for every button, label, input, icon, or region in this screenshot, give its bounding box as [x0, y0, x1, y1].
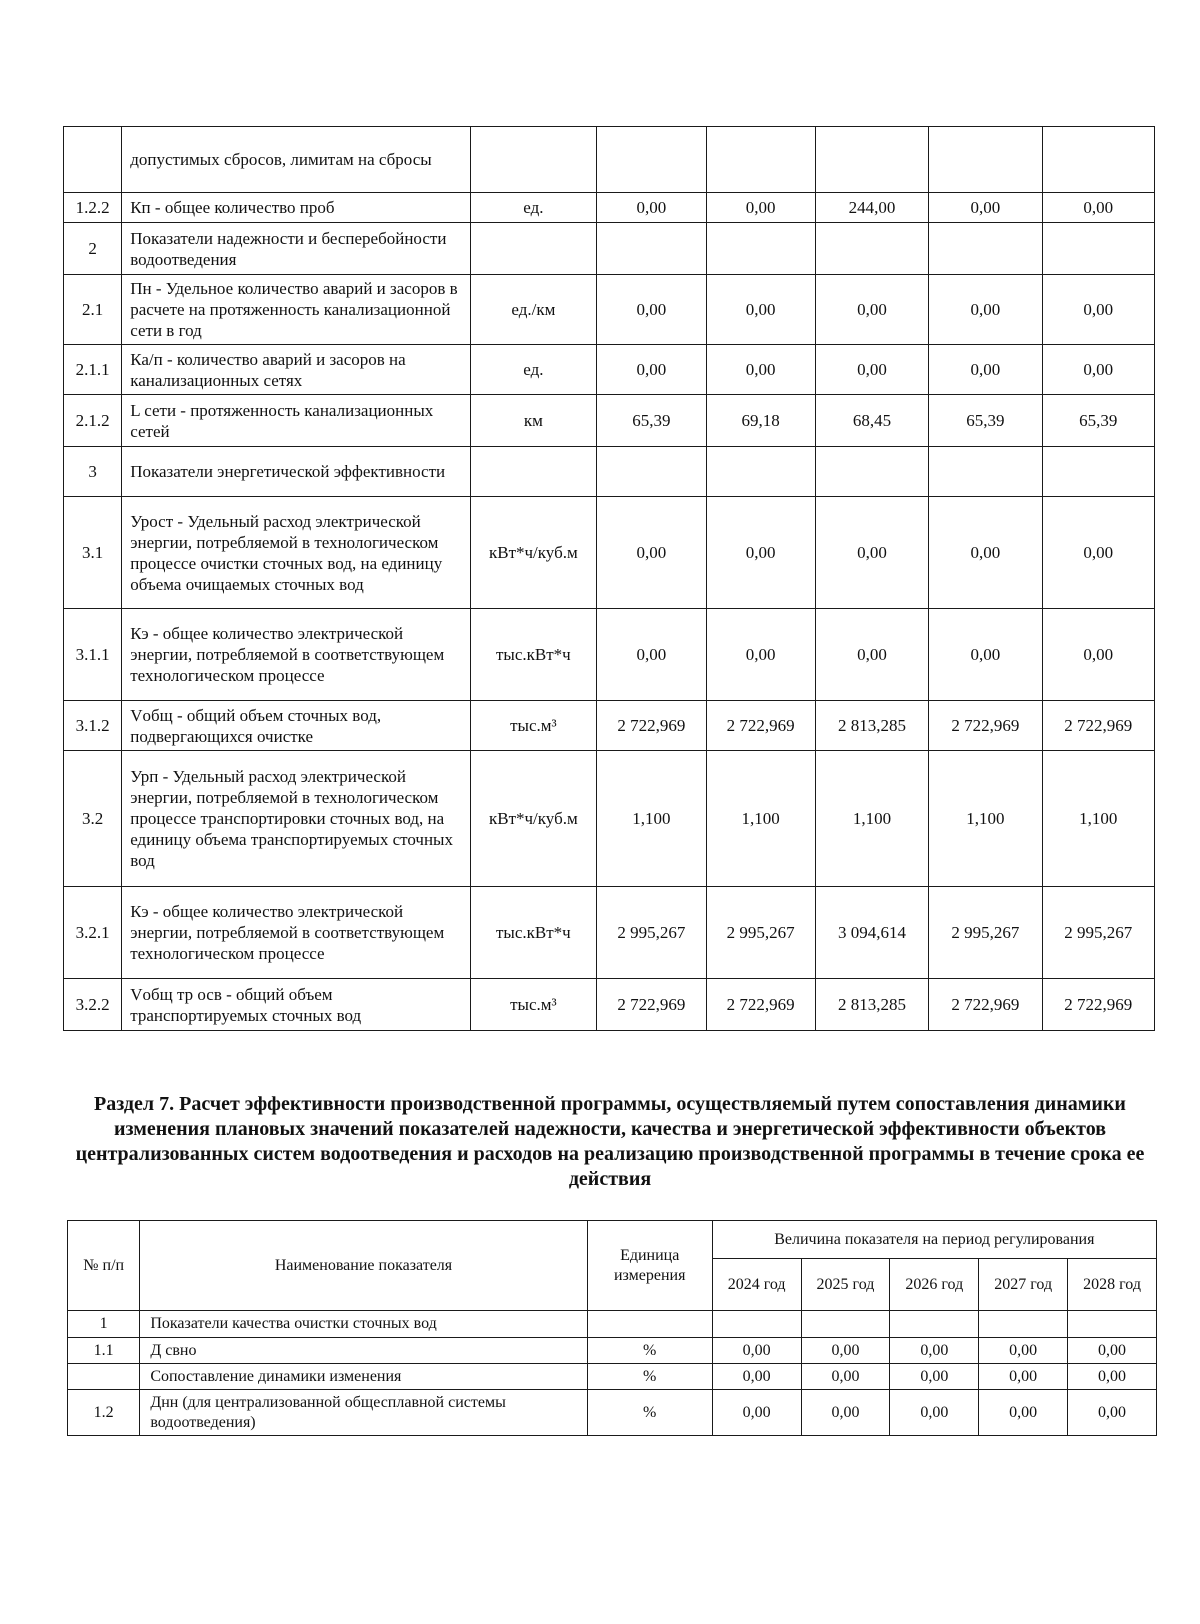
value-cell: 0,00 [706, 609, 815, 701]
unit-cell: тыс.кВт*ч [470, 609, 597, 701]
unit-cell: ед. [470, 345, 597, 395]
indicator-name: допустимых сбросов, лимитам на сбросы [122, 127, 470, 193]
indicator-name: Показатели энергетической эффективности [122, 447, 470, 497]
indicator-name: Кэ - общее количество электрической энергии, потребляемой в соответствующем технологическом процессе [122, 609, 470, 701]
value-cell [597, 127, 706, 193]
table-row [64, 447, 1155, 497]
efficiency-table-header [68, 1221, 1157, 1311]
value-cell [1068, 1311, 1157, 1338]
value-cell: 2 722,969 [1042, 701, 1154, 751]
unit-cell [470, 127, 597, 193]
indicator-name: Vобщ тр осв - общий объем транспортируемых сточных вод [122, 979, 470, 1031]
efficiency-table-body [68, 1311, 1157, 1436]
value-cell: 1,100 [929, 751, 1042, 887]
value-cell [1042, 447, 1154, 497]
row-number: 3.1.1 [64, 609, 122, 701]
indicators-table [63, 126, 1155, 1031]
value-cell: 2 722,969 [706, 979, 815, 1031]
value-cell: 0,00 [1068, 1364, 1157, 1390]
row-number: 3.1 [64, 497, 122, 609]
value-cell: 0,00 [712, 1390, 801, 1436]
unit-cell: тыс.м³ [470, 701, 597, 751]
table-row [64, 701, 1155, 751]
value-cell: 0,00 [929, 275, 1042, 345]
value-cell: 65,39 [597, 395, 706, 447]
value-cell: 0,00 [706, 497, 815, 609]
value-cell: 0,00 [801, 1338, 890, 1364]
indicator-name: Урп - Удельный расход электрической энергии, потребляемой в технологическом процессе транспортировки сточных вод, на единицу объема транспортируемых сточных вод [122, 751, 470, 887]
value-cell [929, 223, 1042, 275]
table-row [64, 223, 1155, 275]
value-cell: 0,00 [1042, 275, 1154, 345]
header-period: Величина показателя на период регулирования [712, 1221, 1156, 1259]
value-cell: 1,100 [597, 751, 706, 887]
value-cell: 0,00 [890, 1338, 979, 1364]
table-row [64, 275, 1155, 345]
value-cell [929, 127, 1042, 193]
value-cell: 0,00 [712, 1338, 801, 1364]
indicator-name: Д свно [140, 1338, 587, 1364]
value-cell: 0,00 [801, 1364, 890, 1390]
section-7-title: Раздел 7. Расчет эффективности производственной программы, осуществляемый путем сопоставления динамики изменения плановых значений показателей надежности, качества и энергетической эффективности объектов централизованных систем водоотведения и расходов на реализацию производственной программы в течение срока ее действия [75, 1093, 1145, 1190]
header-year: 2026 год [890, 1259, 979, 1311]
value-cell: 0,00 [815, 275, 928, 345]
unit-cell: % [587, 1338, 712, 1364]
indicator-name: Vобщ - общий объем сточных вод, подвергающихся очистке [122, 701, 470, 751]
unit-cell: кВт*ч/куб.м [470, 751, 597, 887]
value-cell [706, 223, 815, 275]
value-cell: 2 995,267 [929, 887, 1042, 979]
value-cell: 0,00 [890, 1364, 979, 1390]
value-cell: 0,00 [597, 275, 706, 345]
value-cell: 0,00 [890, 1390, 979, 1436]
value-cell: 0,00 [979, 1364, 1068, 1390]
value-cell [801, 1311, 890, 1338]
value-cell [815, 447, 928, 497]
value-cell: 0,00 [929, 497, 1042, 609]
row-number: 3.1.2 [64, 701, 122, 751]
unit-cell: % [587, 1390, 712, 1436]
header-unit: Единица измерения [587, 1221, 712, 1311]
indicator-name: Урост - Удельный расход электрической энергии, потребляемой в технологическом процессе очистки сточных вод, на единицу объема очищаемых сточных вод [122, 497, 470, 609]
table-row [64, 127, 1155, 193]
unit-cell: тыс.кВт*ч [470, 887, 597, 979]
value-cell [597, 447, 706, 497]
indicator-name: Сопоставление динамики изменения [140, 1364, 587, 1390]
value-cell: 0,00 [1042, 609, 1154, 701]
table-row [68, 1364, 1157, 1390]
table-row [68, 1338, 1157, 1364]
header-year: 2024 год [712, 1259, 801, 1311]
value-cell: 244,00 [815, 193, 928, 223]
value-cell: 68,45 [815, 395, 928, 447]
row-number: 2.1.2 [64, 395, 122, 447]
table-row [64, 979, 1155, 1031]
value-cell: 65,39 [1042, 395, 1154, 447]
indicator-name: Показатели надежности и бесперебойности водоотведения [122, 223, 470, 275]
table-row [68, 1390, 1157, 1436]
value-cell: 0,00 [1042, 497, 1154, 609]
value-cell: 0,00 [979, 1338, 1068, 1364]
header-year: 2027 год [979, 1259, 1068, 1311]
indicator-name: Кп - общее количество проб [122, 193, 470, 223]
value-cell [979, 1311, 1068, 1338]
value-cell: 0,00 [597, 609, 706, 701]
table-row [64, 193, 1155, 223]
row-number: 3.2.2 [64, 979, 122, 1031]
value-cell: 0,00 [815, 345, 928, 395]
row-number: 2 [64, 223, 122, 275]
table-row [64, 497, 1155, 609]
value-cell: 2 813,285 [815, 701, 928, 751]
indicator-name: Ка/п - количество аварий и засоров на канализационных сетях [122, 345, 470, 395]
value-cell: 0,00 [706, 193, 815, 223]
value-cell: 0,00 [712, 1364, 801, 1390]
unit-cell: кВт*ч/куб.м [470, 497, 597, 609]
indicator-name: Кэ - общее количество электрической энергии, потребляемой в соответствующем технологическом процессе [122, 887, 470, 979]
value-cell: 2 722,969 [706, 701, 815, 751]
value-cell [815, 223, 928, 275]
unit-cell: км [470, 395, 597, 447]
table-row [64, 887, 1155, 979]
indicator-name: Пн - Удельное количество аварий и засоров в расчете на протяженность канализационной сети в год [122, 275, 470, 345]
unit-cell [587, 1311, 712, 1338]
value-cell: 0,00 [801, 1390, 890, 1436]
value-cell: 0,00 [1042, 193, 1154, 223]
value-cell: 0,00 [979, 1390, 1068, 1436]
table-row [64, 395, 1155, 447]
table-row [68, 1311, 1157, 1338]
row-number: 1.2 [68, 1390, 140, 1436]
header-num: № п/п [68, 1221, 140, 1311]
value-cell: 2 722,969 [1042, 979, 1154, 1031]
value-cell: 2 722,969 [929, 979, 1042, 1031]
row-number: 3.2.1 [64, 887, 122, 979]
value-cell [929, 447, 1042, 497]
header-name: Наименование показателя [140, 1221, 587, 1311]
value-cell: 3 094,614 [815, 887, 928, 979]
value-cell: 0,00 [815, 497, 928, 609]
value-cell: 0,00 [597, 497, 706, 609]
value-cell: 0,00 [706, 275, 815, 345]
value-cell [815, 127, 928, 193]
table-row [64, 345, 1155, 395]
value-cell: 0,00 [929, 345, 1042, 395]
unit-cell [470, 447, 597, 497]
indicator-name: Днн (для централизованной общесплавной системы водоотведения) [140, 1390, 587, 1436]
unit-cell: тыс.м³ [470, 979, 597, 1031]
row-number: 2.1.1 [64, 345, 122, 395]
value-cell [890, 1311, 979, 1338]
table-row [64, 751, 1155, 887]
value-cell: 0,00 [815, 609, 928, 701]
indicator-name: Показатели качества очистки сточных вод [140, 1311, 587, 1338]
header-year: 2028 год [1068, 1259, 1157, 1311]
value-cell [1042, 223, 1154, 275]
table-row [64, 609, 1155, 701]
value-cell: 2 722,969 [597, 701, 706, 751]
value-cell: 1,100 [1042, 751, 1154, 887]
value-cell: 1,100 [706, 751, 815, 887]
unit-cell: ед./км [470, 275, 597, 345]
value-cell: 0,00 [706, 345, 815, 395]
value-cell: 0,00 [1068, 1338, 1157, 1364]
value-cell: 2 995,267 [706, 887, 815, 979]
row-number [64, 127, 122, 193]
row-number: 1 [68, 1311, 140, 1338]
unit-cell [470, 223, 597, 275]
value-cell: 2 995,267 [1042, 887, 1154, 979]
row-number: 1.1 [68, 1338, 140, 1364]
row-number [68, 1364, 140, 1390]
value-cell [597, 223, 706, 275]
value-cell: 0,00 [1042, 345, 1154, 395]
row-number: 3 [64, 447, 122, 497]
value-cell: 2 722,969 [597, 979, 706, 1031]
indicators-table-body [64, 127, 1155, 1031]
value-cell: 2 813,285 [815, 979, 928, 1031]
unit-cell: % [587, 1364, 712, 1390]
value-cell: 1,100 [815, 751, 928, 887]
value-cell: 65,39 [929, 395, 1042, 447]
header-year: 2025 год [801, 1259, 890, 1311]
value-cell: 0,00 [597, 345, 706, 395]
value-cell [706, 127, 815, 193]
value-cell: 2 722,969 [929, 701, 1042, 751]
value-cell [712, 1311, 801, 1338]
efficiency-table [67, 1220, 1157, 1436]
value-cell [706, 447, 815, 497]
value-cell: 0,00 [929, 609, 1042, 701]
unit-cell: ед. [470, 193, 597, 223]
value-cell: 0,00 [597, 193, 706, 223]
row-number: 1.2.2 [64, 193, 122, 223]
value-cell: 0,00 [1068, 1390, 1157, 1436]
row-number: 3.2 [64, 751, 122, 887]
row-number: 2.1 [64, 275, 122, 345]
indicator-name: L сети - протяженность канализационных сетей [122, 395, 470, 447]
value-cell [1042, 127, 1154, 193]
value-cell: 0,00 [929, 193, 1042, 223]
value-cell: 69,18 [706, 395, 815, 447]
value-cell: 2 995,267 [597, 887, 706, 979]
